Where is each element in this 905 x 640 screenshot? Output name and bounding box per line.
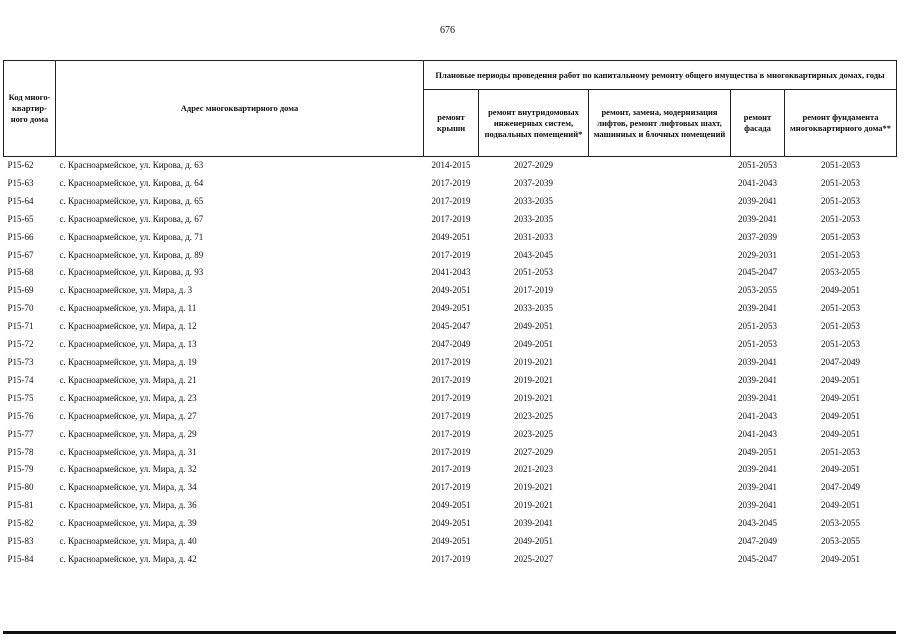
cell-facade: 2039-2041 xyxy=(738,464,777,475)
cell-code: Р15-63 xyxy=(7,177,34,188)
cell-code: Р15-68 xyxy=(7,267,34,278)
cell-roof: 2017-2019 xyxy=(431,374,471,385)
cell-facade: 2039-2041 xyxy=(738,374,777,385)
cell-engineering: 2043-2045 xyxy=(514,249,553,260)
table-row xyxy=(4,551,897,569)
cell-roof: 2017-2019 xyxy=(431,249,471,260)
cell-code: Р15-72 xyxy=(7,339,34,350)
cell-engineering: 2033-2035 xyxy=(514,213,553,224)
cell-foundation: 2053-2055 xyxy=(821,267,861,278)
cell-foundation: 2049-2051 xyxy=(821,500,861,511)
cell-roof: 2049-2051 xyxy=(431,285,471,296)
cell-engineering: 2049-2051 xyxy=(514,321,553,332)
cell-code: Р15-64 xyxy=(7,195,34,206)
cell-facade: 2039-2041 xyxy=(738,482,777,493)
cell-elevators xyxy=(589,497,731,515)
cell-engineering: 2027-2029 xyxy=(514,160,553,170)
table-row xyxy=(4,372,897,390)
table-row xyxy=(4,479,897,497)
header-facade: ремонт фасада xyxy=(731,90,785,157)
cell-elevators xyxy=(589,300,731,318)
cell-engineering: 2039-2041 xyxy=(514,518,553,529)
cell-facade: 2051-2053 xyxy=(738,160,777,170)
cell-engineering: 2033-2035 xyxy=(514,195,553,206)
cell-foundation: 2047-2049 xyxy=(821,356,861,367)
cell-elevators xyxy=(589,157,731,175)
cell-address: с. Красноармейское, ул. Мира, д. 11 xyxy=(59,303,197,314)
cell-elevators xyxy=(589,551,731,569)
cell-foundation: 2049-2051 xyxy=(821,285,861,296)
cell-roof: 2017-2019 xyxy=(431,446,471,457)
cell-engineering: 2049-2051 xyxy=(514,339,553,350)
cell-roof: 2017-2019 xyxy=(431,553,471,564)
cell-code: Р15-75 xyxy=(7,392,34,403)
cell-code: Р15-76 xyxy=(7,410,34,421)
cell-facade: 2041-2043 xyxy=(738,428,777,439)
cell-foundation: 2051-2053 xyxy=(821,231,861,242)
cell-elevators xyxy=(589,229,731,247)
cell-facade: 2051-2053 xyxy=(738,339,777,350)
cell-address: с. Красноармейское, ул. Мира, д. 19 xyxy=(59,356,197,367)
cell-foundation: 2051-2053 xyxy=(821,195,861,206)
cell-code: Р15-78 xyxy=(7,446,34,457)
cell-roof: 2014-2015 xyxy=(431,160,471,170)
cell-address: с. Красноармейское, ул. Кирова, д. 93 xyxy=(59,267,204,278)
cell-facade: 2039-2041 xyxy=(738,213,777,224)
cell-engineering: 2019-2021 xyxy=(514,374,553,385)
cell-address: с. Красноармейское, ул. Мира, д. 29 xyxy=(59,428,197,439)
cell-elevators xyxy=(589,461,731,479)
header-engineering: ремонт внутридомовых инженерных систем, подвальных помещений* xyxy=(479,90,589,157)
cell-facade: 2041-2043 xyxy=(738,177,777,188)
cell-foundation: 2047-2049 xyxy=(821,482,861,493)
table-row xyxy=(4,247,897,265)
cell-code: Р15-79 xyxy=(7,464,34,475)
cell-code: Р15-65 xyxy=(7,213,34,224)
cell-address: с. Красноармейское, ул. Мира, д. 36 xyxy=(59,500,197,511)
cell-engineering: 2021-2023 xyxy=(514,464,553,475)
cell-engineering: 2019-2021 xyxy=(514,356,553,367)
cell-engineering: 2027-2029 xyxy=(514,446,553,457)
cell-roof: 2017-2019 xyxy=(431,213,471,224)
header-address: Адрес многоквартирного дома xyxy=(56,61,424,157)
cell-foundation: 2051-2053 xyxy=(821,446,861,457)
cell-code: Р15-69 xyxy=(7,285,34,296)
cell-address: с. Красноармейское, ул. Кирова, д. 64 xyxy=(59,177,204,188)
header-periods-group: Плановые периоды проведения работ по капитальному ремонту общего имущества в многоквартирных домах, годы xyxy=(424,61,897,90)
cell-facade: 2047-2049 xyxy=(738,536,777,547)
cell-roof: 2017-2019 xyxy=(431,482,471,493)
cell-address: с. Красноармейское, ул. Мира, д. 12 xyxy=(59,321,197,332)
cell-engineering: 2051-2053 xyxy=(514,267,553,278)
cell-facade: 2039-2041 xyxy=(738,392,777,403)
cell-code: Р15-66 xyxy=(7,231,34,242)
cell-foundation: 2049-2051 xyxy=(821,464,861,475)
cell-roof: 2017-2019 xyxy=(431,195,471,206)
table-row xyxy=(4,497,897,515)
cell-address: с. Красноармейское, ул. Кирова, д. 89 xyxy=(59,249,204,260)
cell-facade: 2029-2031 xyxy=(738,249,777,260)
cell-address: с. Красноармейское, ул. Кирова, д. 65 xyxy=(59,195,204,206)
cell-roof: 2017-2019 xyxy=(431,428,471,439)
cell-engineering: 2023-2025 xyxy=(514,410,553,421)
cell-address: с. Красноармейское, ул. Мира, д. 40 xyxy=(59,536,197,547)
cell-foundation: 2049-2051 xyxy=(821,374,861,385)
cell-address: с. Красноармейское, ул. Мира, д. 13 xyxy=(59,339,197,350)
header-roof: ремонт крыши xyxy=(424,90,479,157)
cell-engineering: 2025-2027 xyxy=(514,553,553,564)
cell-engineering: 2049-2051 xyxy=(514,536,553,547)
cell-code: Р15-77 xyxy=(7,428,34,439)
cell-facade: 2041-2043 xyxy=(738,410,777,421)
cell-foundation: 2051-2053 xyxy=(821,213,861,224)
cell-code: Р15-84 xyxy=(7,553,34,564)
table-row xyxy=(4,300,897,318)
cell-foundation: 2051-2053 xyxy=(821,339,861,350)
cell-engineering: 2031-2033 xyxy=(514,231,553,242)
table-row xyxy=(4,264,897,282)
cell-elevators xyxy=(589,426,731,444)
page-number: 676 xyxy=(440,25,455,36)
cell-address: с. Красноармейское, ул. Мира, д. 32 xyxy=(59,464,197,475)
cell-engineering: 2023-2025 xyxy=(514,428,553,439)
cell-elevators xyxy=(589,444,731,462)
cell-elevators xyxy=(589,193,731,211)
cell-foundation: 2051-2053 xyxy=(821,177,861,188)
cell-code: Р15-71 xyxy=(7,321,34,332)
cell-elevators xyxy=(589,372,731,390)
cell-address: с. Красноармейское, ул. Кирова, д. 63 xyxy=(59,160,204,170)
table-row xyxy=(4,193,897,211)
cell-address: с. Красноармейское, ул. Кирова, д. 67 xyxy=(59,213,204,224)
cell-roof: 2049-2051 xyxy=(431,231,471,242)
cell-elevators xyxy=(589,318,731,336)
cell-engineering: 2019-2021 xyxy=(514,482,553,493)
table-row xyxy=(4,426,897,444)
cell-address: с. Красноармейское, ул. Мира, д. 34 xyxy=(59,482,197,493)
table-row xyxy=(4,229,897,247)
cell-facade: 2039-2041 xyxy=(738,356,777,367)
cell-facade: 2039-2041 xyxy=(738,500,777,511)
cell-code: Р15-70 xyxy=(7,303,34,314)
cell-roof: 2049-2051 xyxy=(431,303,471,314)
cell-code: Р15-82 xyxy=(7,518,34,529)
cell-foundation: 2051-2053 xyxy=(821,321,861,332)
cell-foundation: 2053-2055 xyxy=(821,518,861,529)
cell-roof: 2041-2043 xyxy=(431,267,471,278)
bottom-rule xyxy=(3,631,896,634)
table-row xyxy=(4,461,897,479)
cell-facade: 2045-2047 xyxy=(738,267,777,278)
cell-roof: 2045-2047 xyxy=(431,321,471,332)
cell-roof: 2047-2049 xyxy=(431,339,471,350)
cell-address: с. Красноармейское, ул. Мира, д. 31 xyxy=(59,446,197,457)
cell-engineering: 2017-2019 xyxy=(514,285,553,296)
cell-engineering: 2037-2039 xyxy=(514,177,553,188)
cell-facade: 2049-2051 xyxy=(738,446,777,457)
cell-elevators xyxy=(589,354,731,372)
table-row xyxy=(4,318,897,336)
cell-foundation: 2051-2053 xyxy=(821,249,861,260)
cell-engineering: 2019-2021 xyxy=(514,500,553,511)
header-elevators: ремонт, замена, модернизация лифтов, ремонт лифтовых шахт, машинных и блочных помещений xyxy=(589,90,731,157)
cell-elevators xyxy=(589,336,731,354)
table-row xyxy=(4,175,897,193)
cell-roof: 2049-2051 xyxy=(431,500,471,511)
cell-code: Р15-81 xyxy=(7,500,34,511)
cell-facade: 2045-2047 xyxy=(738,553,777,564)
cell-address: с. Красноармейское, ул. Мира, д. 3 xyxy=(59,285,193,296)
table-row xyxy=(4,157,897,175)
cell-elevators xyxy=(589,390,731,408)
cell-code: Р15-62 xyxy=(7,160,34,170)
cell-facade: 2053-2055 xyxy=(738,285,777,296)
table-row xyxy=(4,515,897,533)
cell-address: с. Красноармейское, ул. Мира, д. 42 xyxy=(59,553,197,564)
header-foundation: ремонт фундамента многоквартирного дома** xyxy=(785,90,897,157)
table-row xyxy=(4,336,897,354)
table-row xyxy=(4,408,897,426)
cell-roof: 2017-2019 xyxy=(431,464,471,475)
cell-code: Р15-73 xyxy=(7,356,34,367)
table-row xyxy=(4,211,897,229)
cell-roof: 2017-2019 xyxy=(431,177,471,188)
cell-address: с. Красноармейское, ул. Мира, д. 27 xyxy=(59,410,197,421)
cell-foundation: 2049-2051 xyxy=(821,428,861,439)
table-row xyxy=(4,354,897,372)
cell-elevators xyxy=(589,175,731,193)
cell-roof: 2017-2019 xyxy=(431,410,471,421)
cell-elevators xyxy=(589,211,731,229)
cell-elevators xyxy=(589,479,731,497)
cell-address: с. Красноармейское, ул. Мира, д. 39 xyxy=(59,518,197,529)
cell-elevators xyxy=(589,264,731,282)
header-code: Код много-квартир-ного дома xyxy=(4,61,56,157)
cell-address: с. Красноармейское, ул. Мира, д. 23 xyxy=(59,392,197,403)
cell-foundation: 2049-2051 xyxy=(821,553,861,564)
cell-roof: 2049-2051 xyxy=(431,518,471,529)
cell-elevators xyxy=(589,408,731,426)
cell-code: Р15-83 xyxy=(7,536,34,547)
cell-address: с. Красноармейское, ул. Кирова, д. 71 xyxy=(59,231,204,242)
table-header xyxy=(4,61,897,157)
capital-repair-table xyxy=(3,60,897,569)
cell-foundation: 2053-2055 xyxy=(821,536,861,547)
cell-foundation: 2051-2053 xyxy=(821,160,861,170)
table-row xyxy=(4,282,897,300)
cell-facade: 2039-2041 xyxy=(738,195,777,206)
cell-facade: 2039-2041 xyxy=(738,303,777,314)
cell-roof: 2017-2019 xyxy=(431,356,471,367)
table-row xyxy=(4,390,897,408)
cell-roof: 2049-2051 xyxy=(431,536,471,547)
cell-code: Р15-67 xyxy=(7,249,34,260)
cell-address: с. Красноармейское, ул. Мира, д. 21 xyxy=(59,374,197,385)
cell-code: Р15-74 xyxy=(7,374,34,385)
table-body xyxy=(4,157,897,569)
cell-engineering: 2019-2021 xyxy=(514,392,553,403)
cell-foundation: 2049-2051 xyxy=(821,392,861,403)
cell-facade: 2051-2053 xyxy=(738,321,777,332)
table-row xyxy=(4,444,897,462)
cell-elevators xyxy=(589,247,731,265)
table-row xyxy=(4,533,897,551)
cell-foundation: 2051-2053 xyxy=(821,303,861,314)
cell-facade: 2037-2039 xyxy=(738,231,777,242)
cell-foundation: 2049-2051 xyxy=(821,410,861,421)
cell-elevators xyxy=(589,533,731,551)
cell-roof: 2017-2019 xyxy=(431,392,471,403)
cell-elevators xyxy=(589,282,731,300)
cell-code: Р15-80 xyxy=(7,482,34,493)
cell-elevators xyxy=(589,515,731,533)
cell-facade: 2043-2045 xyxy=(738,518,777,529)
cell-engineering: 2033-2035 xyxy=(514,303,553,314)
